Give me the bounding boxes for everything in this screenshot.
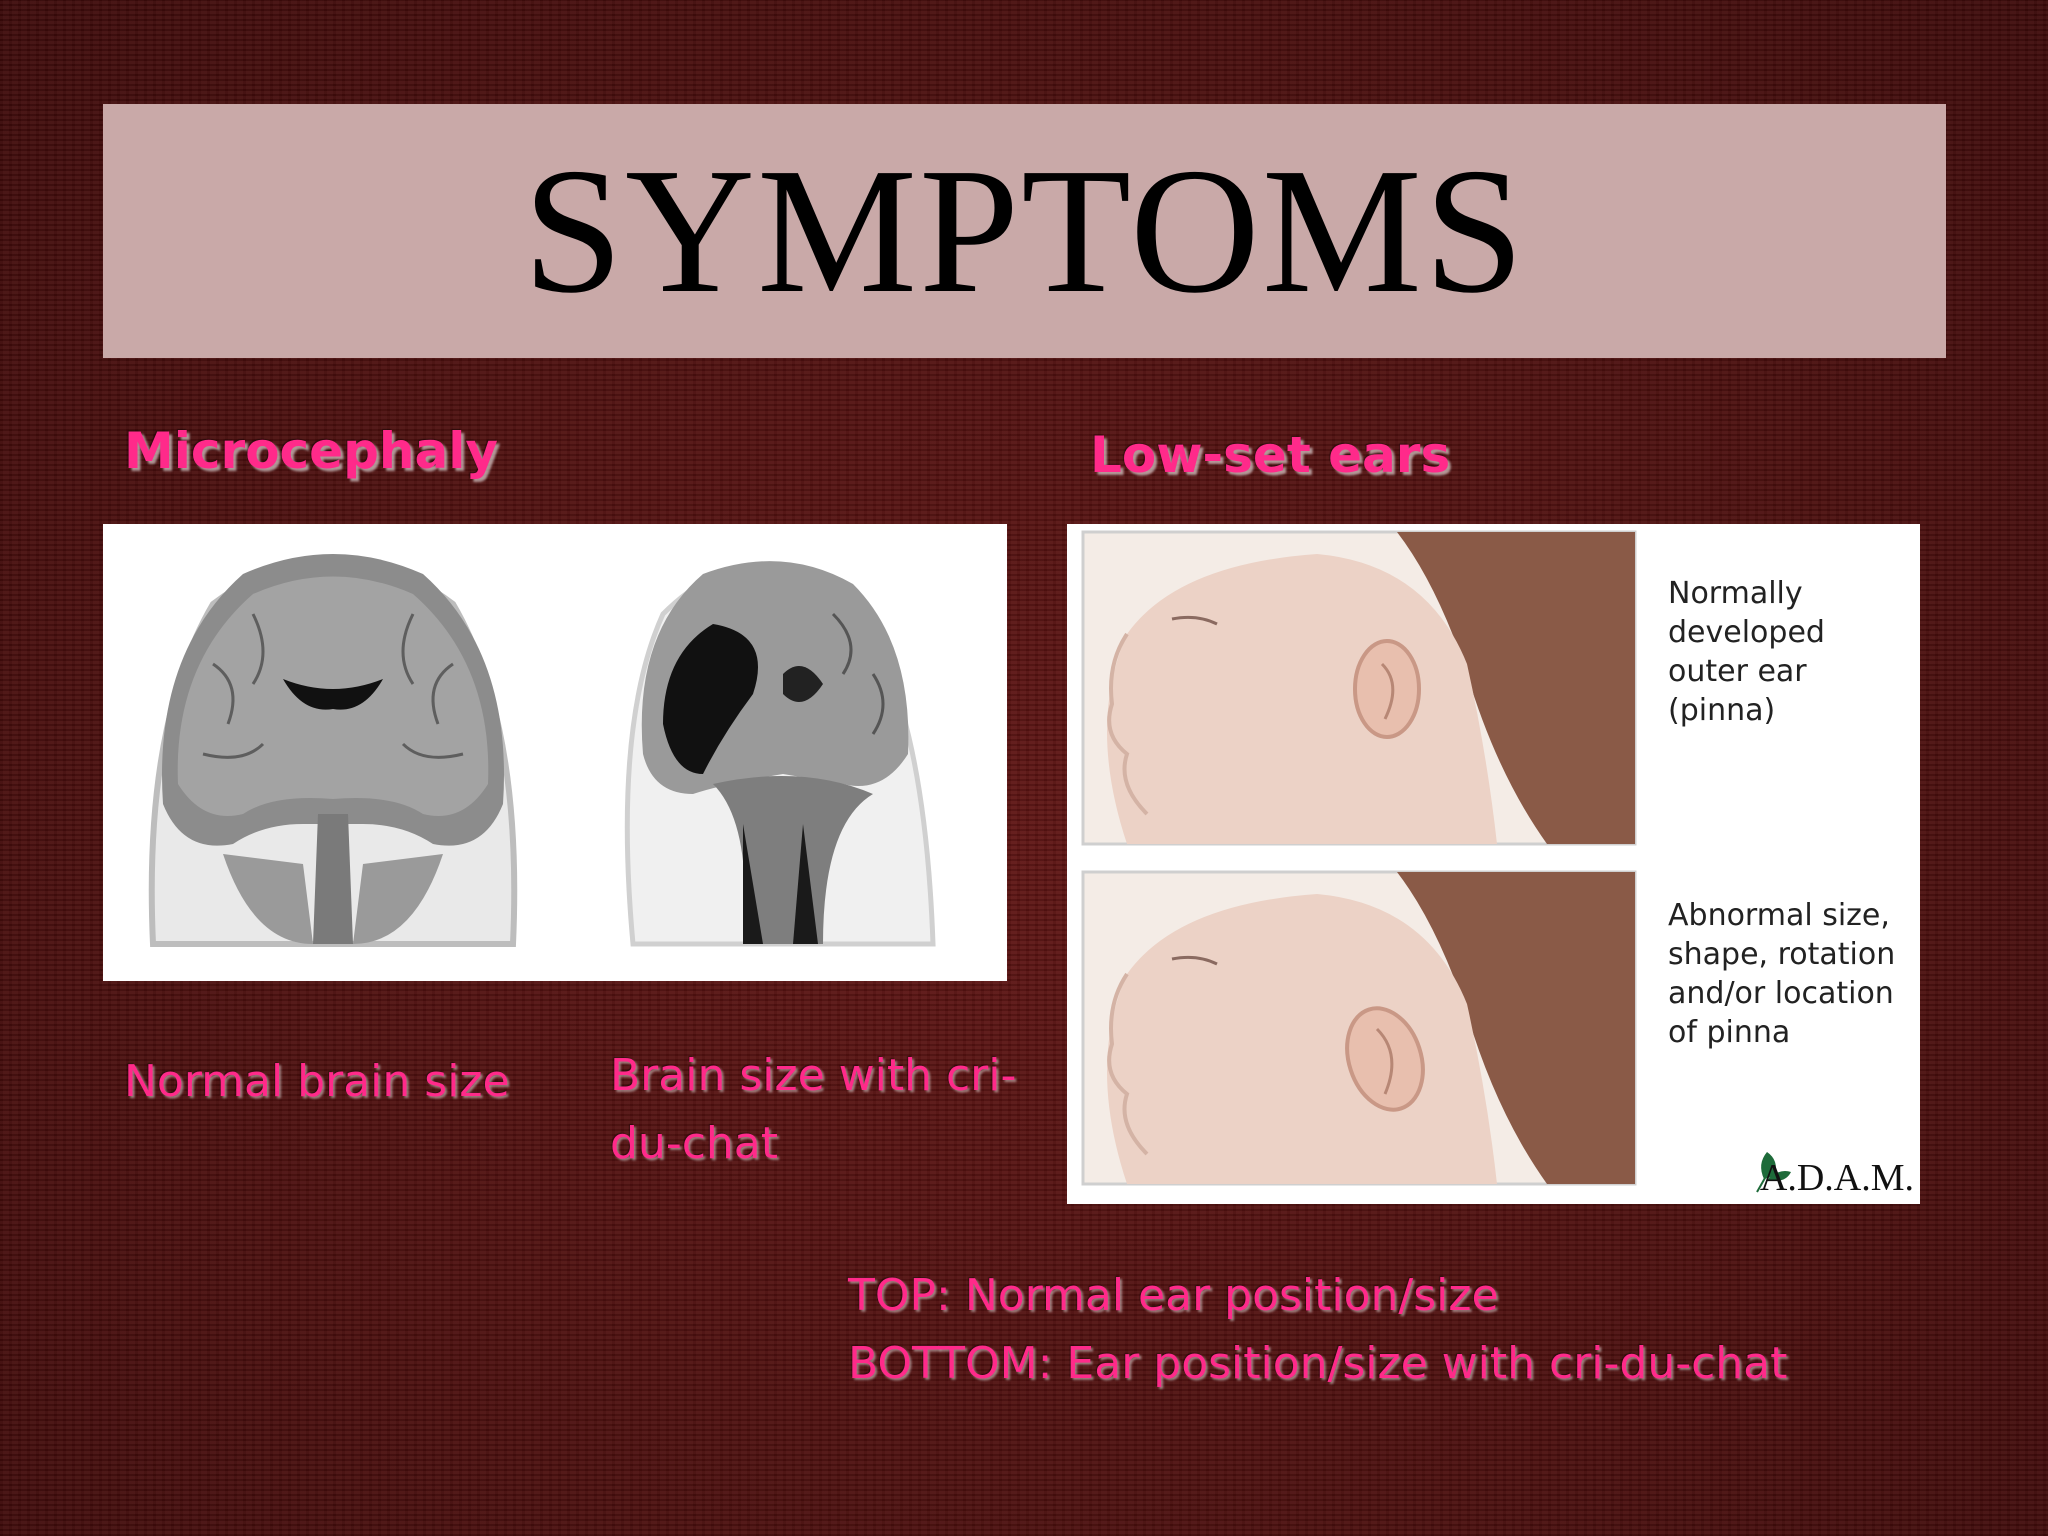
brain-mri-normal-image: [152, 554, 515, 944]
adam-logo: [1720, 1156, 1914, 1200]
label-normal-ear: Normally developed outer ear (pinna): [1668, 576, 1825, 728]
adam-logo-text: A.D.A.M.: [1759, 1157, 1914, 1199]
microcephaly-heading: Microcephaly: [124, 422, 498, 480]
slide-title: SYMPTOMS: [522, 131, 1527, 330]
brain-mri-cri-du-chat-image: [627, 561, 933, 944]
low-set-ears-heading: Low-set ears: [1090, 426, 1451, 484]
title-bar: [103, 104, 1946, 358]
caption-ear-bottom: BOTTOM: Ear position/size with cri-du-chat: [848, 1338, 1788, 1389]
label-abnormal-ear: Abnormal size, shape, rotation and/or location of pinna: [1668, 898, 1896, 1050]
caption-cdc-brain: Brain size with cri-du-chat: [610, 1050, 1017, 1169]
brain-mri-panel: [103, 524, 1007, 981]
infant-profile-normal-ear-image: [1083, 532, 1635, 844]
ear-comparison-panel: [1067, 524, 1920, 1204]
caption-normal-brain: Normal brain size: [124, 1056, 510, 1107]
infant-profile-low-set-ear-image: [1083, 872, 1635, 1184]
caption-ear-top: TOP: Normal ear position/size: [848, 1270, 1499, 1321]
